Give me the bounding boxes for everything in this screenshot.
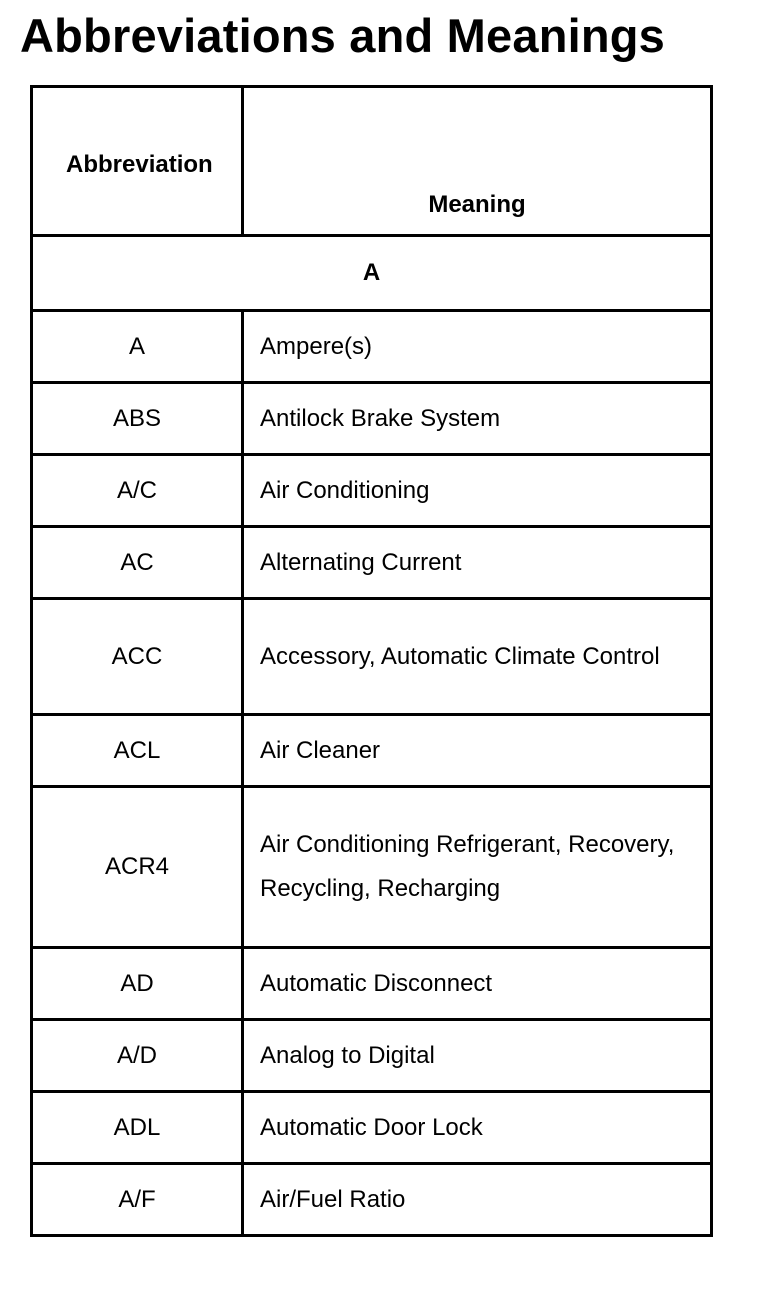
- column-header-abbreviation-label: Abbreviation: [66, 151, 213, 178]
- abbreviation-cell: AD: [32, 948, 243, 1020]
- table-row: [32, 455, 712, 527]
- page-title: Abbreviations and Meanings: [20, 9, 666, 62]
- abbreviation-cell: ABS: [32, 383, 243, 455]
- table-row: [32, 383, 712, 455]
- meaning-cell: Air Conditioning Refrigerant, Recovery, Recycling, Recharging: [243, 787, 712, 948]
- table-row: [32, 948, 712, 1020]
- column-header-meaning-label: Meaning: [428, 191, 526, 218]
- abbreviation-cell: ACR4: [32, 787, 243, 948]
- abbreviation-cell: A: [32, 311, 243, 383]
- meaning-cell: Air Cleaner: [243, 715, 712, 787]
- table-header-row: [32, 87, 712, 236]
- abbreviations-table: [30, 85, 713, 1237]
- abbreviation-cell: A/D: [32, 1020, 243, 1092]
- abbreviation-cell: ADL: [32, 1092, 243, 1164]
- abbreviation-cell: AC: [32, 527, 243, 599]
- table-row: [32, 787, 712, 948]
- table-row: [32, 1164, 712, 1236]
- column-header-abbreviation: [32, 87, 243, 236]
- abbreviation-cell: ACC: [32, 599, 243, 715]
- column-header-meaning: [243, 87, 712, 236]
- meaning-cell: Accessory, Automatic Climate Control: [243, 599, 712, 715]
- meaning-cell: Automatic Disconnect: [243, 948, 712, 1020]
- meaning-cell: Air/Fuel Ratio: [243, 1164, 712, 1236]
- meaning-cell: Antilock Brake System: [243, 383, 712, 455]
- meaning-cell: Automatic Door Lock: [243, 1092, 712, 1164]
- meaning-cell: Ampere(s): [243, 311, 712, 383]
- section-letter: A: [32, 236, 712, 311]
- table-row: [32, 599, 712, 715]
- table-row: [32, 311, 712, 383]
- section-row: [32, 236, 712, 311]
- table-row: [32, 1092, 712, 1164]
- meaning-cell: Alternating Current: [243, 527, 712, 599]
- table-row: [32, 527, 712, 599]
- abbreviation-cell: A/F: [32, 1164, 243, 1236]
- meaning-cell: Analog to Digital: [243, 1020, 712, 1092]
- table-row: [32, 715, 712, 787]
- abbreviation-cell: ACL: [32, 715, 243, 787]
- table-row: [32, 1020, 712, 1092]
- abbreviation-cell: A/C: [32, 455, 243, 527]
- meaning-cell: Air Conditioning: [243, 455, 712, 527]
